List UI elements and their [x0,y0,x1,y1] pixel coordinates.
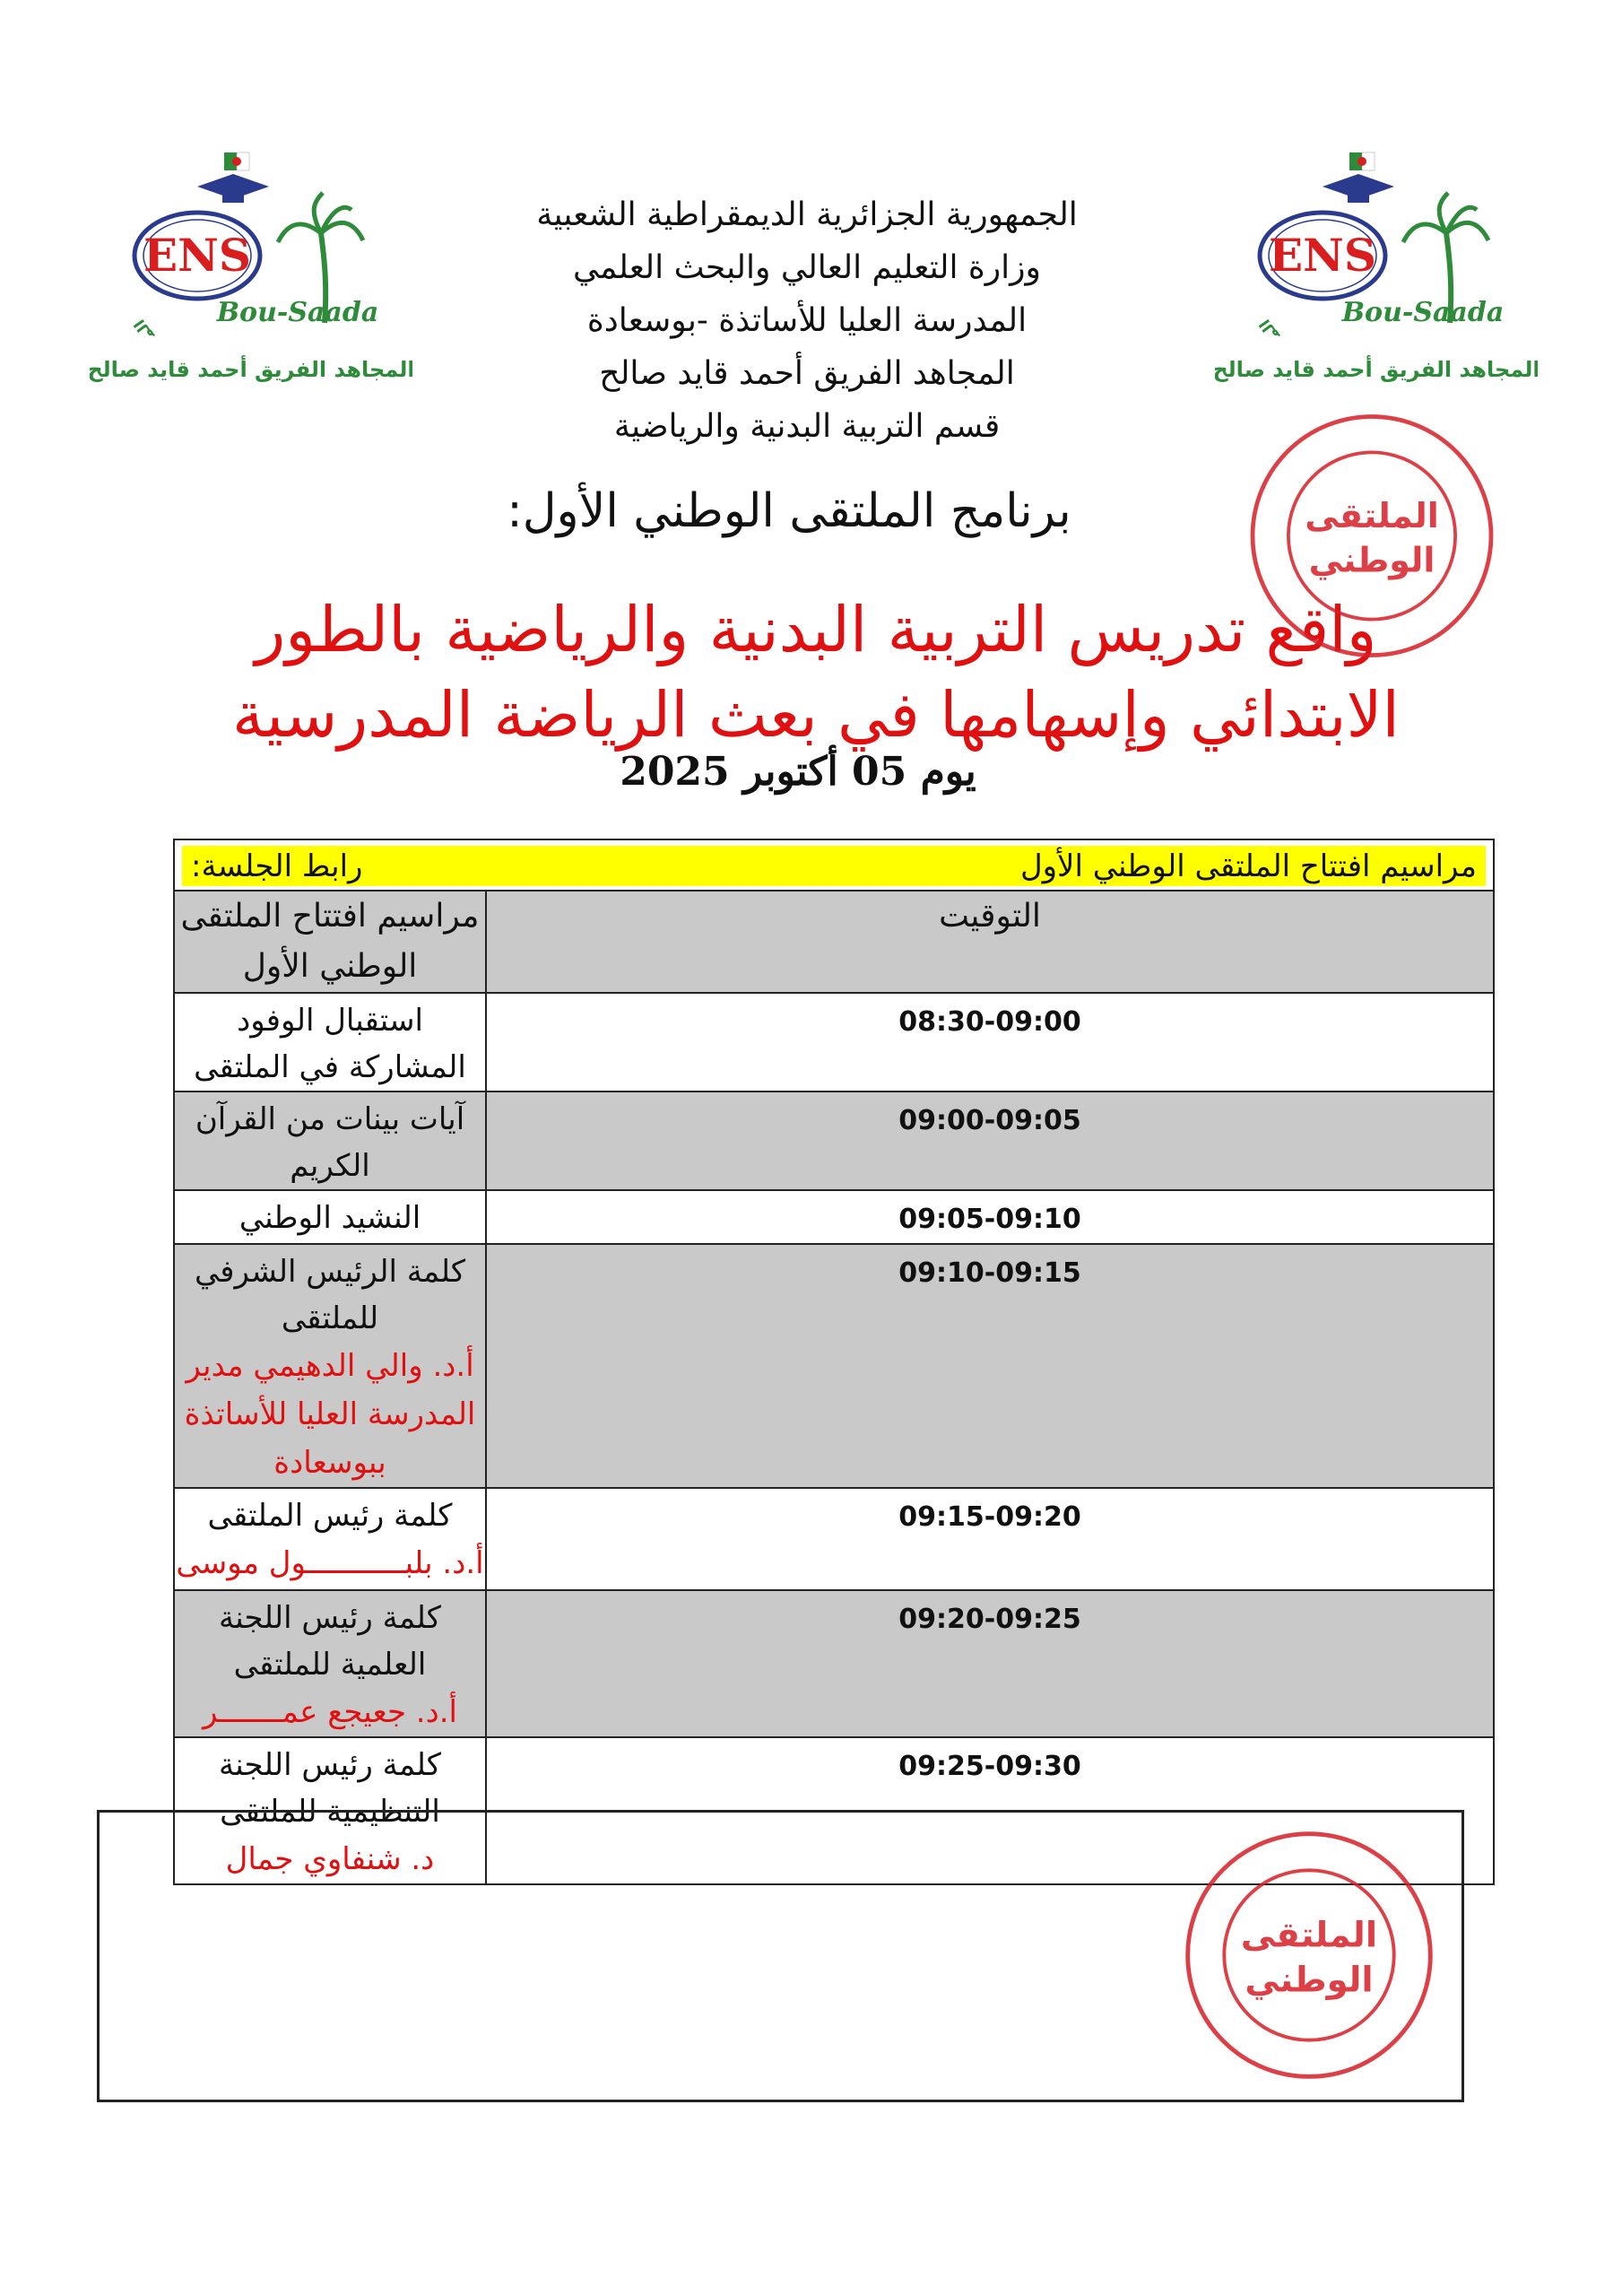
program-title: برنامج الملتقى الوطني الأول: [507,484,1071,538]
table-row [174,1590,1494,1737]
logo-abbr: ENS [143,229,251,282]
conference-date: يوم 05 أكتوبر 2025 [620,749,976,795]
table-row [174,993,1494,1091]
stamp-center-line-1: الملتقى [1305,496,1439,535]
row-event [174,1190,486,1244]
table-header-time: التوقيت [486,891,1494,993]
ens-logo-graphic [90,117,412,395]
row-speaker: أ.د. بلبـــــــــــول موسى [176,1545,484,1581]
row-event-title: كلمة رئيس اللجنة التنظيمية للملتقى [219,1747,441,1830]
row-event [174,1244,486,1488]
row-time: 09:15-09:20 [486,1488,1494,1590]
header-line-department: قسم التربية البدنية والرياضية [613,408,1001,445]
table-row [174,1190,1494,1244]
header-line-ministry: وزارة التعليم العالي والبحث العلمي [573,249,1041,286]
header-line-republic: الجمهورية الجزائرية الديمقراطية الشعبية [536,196,1078,233]
table-header-row [174,891,1494,993]
ens-logo-graphic [1215,117,1538,395]
session-banner [182,846,1486,886]
header-line-namesake: المجاهد الفريق أحمد قايد صالح [599,355,1015,392]
conference-title-line-1: واقع تدريس التربية البدنية والرياضية بالطور [255,593,1377,666]
official-stamp-bottom [1179,1825,1439,2085]
logo-bottom-text: المجاهد الفريق أحمد قايد صالح [1215,357,1538,382]
session-banner-row [174,839,1494,891]
table-row [174,1091,1494,1190]
school-logo-right [1215,117,1538,395]
svg-text:المدرسة العليا للأساتذة بوسعاد [1237,408,1254,413]
session-link-label: رابط الجلسة: [191,848,363,884]
row-event-title: كلمة رئيس اللجنة العلمية للملتقى [219,1600,441,1683]
row-time: 09:10-09:15 [486,1244,1494,1488]
conference-title-line-2: الابتدائي وإسهامها في بعث الرياضة المدرسية [232,678,1400,752]
row-time: 09:20-09:25 [486,1590,1494,1737]
logo-bottom-text: المجاهد الفريق أحمد قايد صالح [90,357,412,382]
program-schedule-table [173,839,1495,1885]
svg-text:المدرسة العليا للأساتذة بوسعاد [1179,1825,1189,1831]
session-banner-title: مراسيم افتتاح الملتقى الوطني الأول [1019,848,1477,884]
logo-arc-text: الم [131,315,159,344]
row-time: 09:05-09:10 [486,1190,1494,1244]
logo-city-latin: Bou-Saada [1341,297,1505,328]
official-stamp-top [1237,408,1506,664]
table-row [174,1244,1494,1488]
logo-city-latin: Bou-Saada [216,297,379,328]
row-event-title: استقبال الوفود المشاركة في الملتقى [194,1003,466,1085]
stamp-ring-text [1179,1825,1189,1831]
row-speaker: أ.د. جعيجع عمـــــــر [203,1694,457,1730]
row-speaker: أ.د. والي الدهيمي مدير المدرسة العليا للأساتذة ببوسعادة [184,1348,476,1481]
row-time: 09:00-09:05 [486,1091,1494,1190]
logo-abbr: ENS [1269,229,1376,282]
table-header-event: مراسيم افتتاح الملتقى الوطني الأول [174,891,486,993]
stamp-graphic [1237,408,1506,664]
logo-arc-text: الم [1256,315,1284,344]
row-event [174,1091,486,1190]
stamp-center-line-2: الوطني [1245,1960,1374,2001]
row-event-title: كلمة رئيس الملتقى [207,1498,453,1534]
conference-title [215,587,1417,758]
row-time: 09:25-09:30 [486,1737,1494,1884]
row-event-title: النشيد الوطني [239,1200,421,1236]
row-speaker: د. شنفاوي جمال [225,1841,435,1877]
stamp-ring-text [1237,408,1254,413]
stamp-graphic [1179,1825,1439,2085]
table-row [174,1488,1494,1590]
row-event [174,1590,486,1737]
row-event [174,1488,486,1590]
stamp-center-line-1: الملتقى [1240,1915,1378,1956]
institution-header [448,188,1166,453]
header-line-school: المدرسة العليا للأساتذة -بوسعادة [586,302,1028,339]
school-logo-left [90,117,412,395]
row-event-title: آيات بينات من القرآن الكريم [195,1101,465,1184]
row-time: 08:30-09:00 [486,993,1494,1091]
row-event [174,993,486,1091]
stamp-center-line-2: الوطني [1308,540,1436,580]
row-event-title: كلمة الرئيس الشرفي للملتقى [194,1254,466,1336]
